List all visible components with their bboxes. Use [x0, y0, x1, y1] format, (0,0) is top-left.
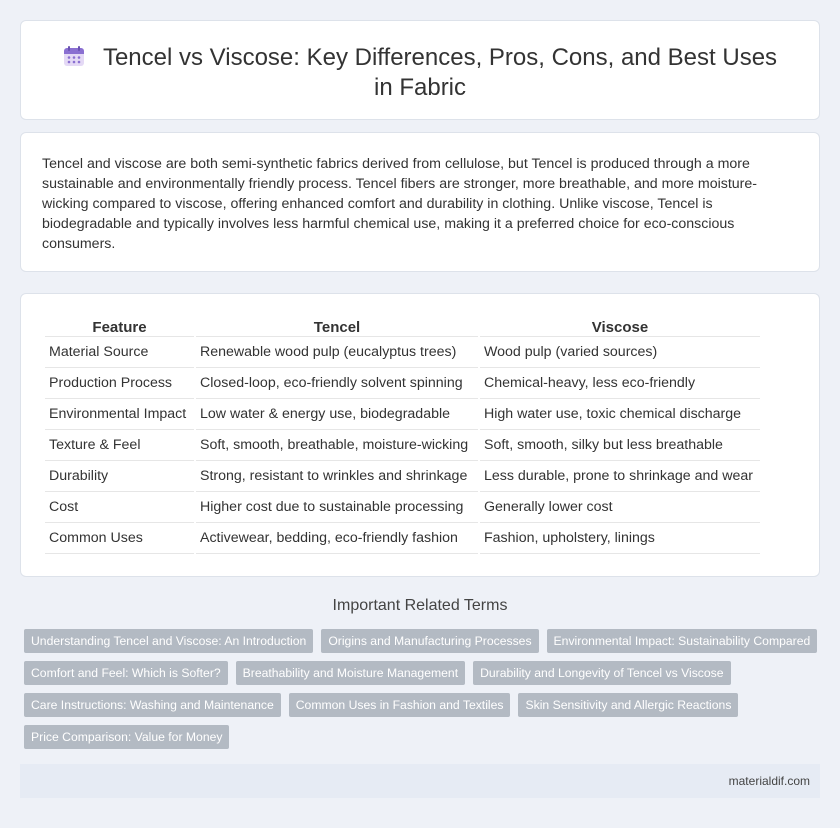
- related-term-tag[interactable]: Understanding Tencel and Viscose: An Introduction: [24, 629, 313, 653]
- related-term-tag[interactable]: Skin Sensitivity and Allergic Reactions: [518, 693, 738, 717]
- cell-feature: Environmental Impact: [45, 399, 194, 430]
- related-term-tag[interactable]: Breathability and Moisture Management: [236, 661, 465, 685]
- related-term-tag[interactable]: Durability and Longevity of Tencel vs Viscose: [473, 661, 730, 685]
- calendar-icon: [63, 45, 85, 67]
- cell-viscose: Fashion, upholstery, linings: [480, 523, 760, 554]
- header-viscose: Viscose: [480, 316, 760, 337]
- header-feature: Feature: [45, 316, 194, 337]
- cell-tencel: Soft, smooth, breathable, moisture-wicking: [196, 430, 478, 461]
- table-row: [45, 337, 760, 368]
- page-title: Tencel vs Viscose: Key Differences, Pros, Cons, and Best Uses in Fabric: [102, 44, 778, 101]
- related-term-tag[interactable]: Comfort and Feel: Which is Softer?: [24, 661, 228, 685]
- page-title-row: [61, 43, 779, 103]
- cell-feature: Texture & Feel: [45, 430, 194, 461]
- table-row: [45, 492, 760, 523]
- cell-feature: Production Process: [45, 368, 194, 399]
- related-term-tag[interactable]: Environmental Impact: Sustainability Compared: [547, 629, 818, 653]
- cell-feature: Material Source: [45, 337, 194, 368]
- related-terms-list: [24, 629, 820, 749]
- cell-viscose: High water use, toxic chemical discharge: [480, 399, 760, 430]
- cell-tencel: Closed-loop, eco-friendly solvent spinning: [196, 368, 478, 399]
- related-term-tag[interactable]: Care Instructions: Washing and Maintenance: [24, 693, 281, 717]
- table-header-row: [45, 316, 760, 337]
- related-term-tag[interactable]: Origins and Manufacturing Processes: [321, 629, 538, 653]
- table-row: [45, 430, 760, 461]
- cell-viscose: Soft, smooth, silky but less breathable: [480, 430, 760, 461]
- table-row: [45, 399, 760, 430]
- cell-tencel: Strong, resistant to wrinkles and shrinkage: [196, 461, 478, 492]
- table-row: [45, 368, 760, 399]
- cell-feature: Durability: [45, 461, 194, 492]
- cell-tencel: Activewear, bedding, eco-friendly fashion: [196, 523, 478, 554]
- cell-tencel: Higher cost due to sustainable processing: [196, 492, 478, 523]
- table-row: [45, 461, 760, 492]
- cell-feature: Cost: [45, 492, 194, 523]
- cell-feature: Common Uses: [45, 523, 194, 554]
- cell-tencel: Renewable wood pulp (eucalyptus trees): [196, 337, 478, 368]
- related-terms-heading: Important Related Terms: [332, 597, 508, 614]
- cell-viscose: Chemical-heavy, less eco-friendly: [480, 368, 760, 399]
- footer: [20, 764, 820, 798]
- title-card: [20, 20, 820, 120]
- intro-card: [20, 132, 820, 272]
- comparison-table: [43, 316, 762, 554]
- cell-tencel: Low water & energy use, biodegradable: [196, 399, 478, 430]
- cell-viscose: Wood pulp (varied sources): [480, 337, 760, 368]
- footer-site-link[interactable]: materialdif.com: [728, 774, 810, 788]
- intro-paragraph: Tencel and viscose are both semi-synthetic fabrics derived from cellulose, but Tencel is produced through a more sustainable and environmentally friendly process. Tencel fibers are stronger, more breathable, and more moisture-wicking compared to viscose, offering enhanced comfort and durability in clothing. Unlike viscose, Tencel is biodegradable and typically involves less harmful chemical use, making it a preferred choice for eco-conscious consumers.: [42, 156, 757, 252]
- header-tencel: Tencel: [196, 316, 478, 337]
- cell-viscose: Generally lower cost: [480, 492, 760, 523]
- related-term-tag[interactable]: Price Comparison: Value for Money: [24, 725, 229, 749]
- table-row: [45, 523, 760, 554]
- related-term-tag[interactable]: Common Uses in Fashion and Textiles: [289, 693, 511, 717]
- comparison-card: [20, 293, 820, 577]
- cell-viscose: Less durable, prone to shrinkage and wear: [480, 461, 760, 492]
